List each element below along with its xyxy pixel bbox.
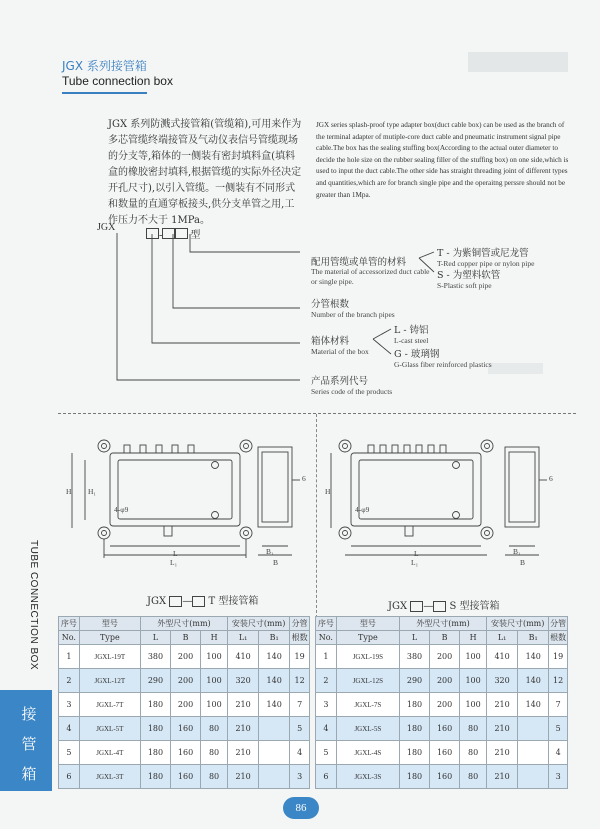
cell-l1: 320 xyxy=(487,669,518,693)
cell-n: 5 xyxy=(290,717,310,741)
cell-n: 19 xyxy=(290,645,310,669)
dim-label-b: B xyxy=(273,558,279,567)
th-b1: B₁ xyxy=(518,631,549,645)
cell-b: 200 xyxy=(430,693,460,717)
table-s-body xyxy=(316,645,568,789)
cell-l: 180 xyxy=(399,741,429,765)
caption-box xyxy=(410,601,423,612)
dim-label-l-s: L xyxy=(414,549,419,558)
cell-no: 4 xyxy=(316,717,337,741)
th-type: 型号 xyxy=(336,617,399,631)
cell-b1 xyxy=(259,741,290,765)
cell-b: 200 xyxy=(430,669,460,693)
cell-n: 12 xyxy=(290,669,310,693)
code-label-series-cn: 产品系列代号 xyxy=(311,376,369,387)
table-row xyxy=(59,693,310,717)
table-row xyxy=(59,645,310,669)
dim-label-b1-s: B₁ xyxy=(513,547,521,556)
cell-b1: 140 xyxy=(259,693,290,717)
sidebar-char: 管 xyxy=(21,735,37,753)
cell-b1: 140 xyxy=(259,669,290,693)
cell-h: 100 xyxy=(201,669,228,693)
th-b1: B₁ xyxy=(259,631,290,645)
dim-label-hole: 4-φ9 xyxy=(114,505,129,514)
cell-b1 xyxy=(518,741,549,765)
spec-table-s xyxy=(315,616,568,789)
th-l: L xyxy=(140,631,170,645)
cell-l: 180 xyxy=(399,765,429,789)
th-branch: 分管 xyxy=(290,617,310,631)
cell-type: JGXL-4S xyxy=(336,741,399,765)
cell-h: 100 xyxy=(460,645,487,669)
cell-h: 100 xyxy=(460,693,487,717)
cell-l: 180 xyxy=(140,741,170,765)
cell-b: 200 xyxy=(171,693,201,717)
sidebar-label-en: TUBE CONNECTION BOX xyxy=(28,540,39,671)
code-label-branch-count-en: Number of the branch pipes xyxy=(311,310,395,319)
cell-b: 200 xyxy=(430,645,460,669)
box-option-l-en: L-cast steel xyxy=(394,336,429,345)
caption-s-type: JGX — S 型接管箱 xyxy=(388,601,500,612)
cell-h: 80 xyxy=(460,741,487,765)
model-code-prefix: JGX xyxy=(97,222,116,233)
dim-label-h1: H₁ xyxy=(88,487,97,496)
pipe-option-s-en: S-Plastic soft pipe xyxy=(437,281,492,290)
table-row xyxy=(316,645,568,669)
cell-no: 6 xyxy=(316,765,337,789)
cell-type: JGXL-3T xyxy=(79,765,140,789)
cell-b: 200 xyxy=(171,645,201,669)
cell-l1: 410 xyxy=(228,645,259,669)
dim-label-6-s: 6 xyxy=(549,474,553,483)
cell-l: 180 xyxy=(399,717,429,741)
cell-type: JGXL-19S xyxy=(336,645,399,669)
box-option-g-en: G-Glass fiber reinforced plastics xyxy=(394,360,492,369)
cell-no: 6 xyxy=(59,765,80,789)
cell-type: JGXL-5S xyxy=(336,717,399,741)
cell-l1: 320 xyxy=(228,669,259,693)
intro-text-en: JGX series splash-proof type adapter box(duct cable box) can be used as the branch of the terminal adapter of mutiple-core duct cable and pneumatic instrument signal pipe cable.The box has the sealing stuffing box(According to the actual outer diameter to decide the hole size on the rubber sealing filler of the stuffing box) on one side,which is used to input the duct cable.The other side has straight threading joint of different types and quantities,which are for branch single pipe and the operaitng perssre should not be greater than 1Mpa. xyxy=(316,121,569,199)
dim-label-b-s: B xyxy=(520,558,526,567)
cell-n: 3 xyxy=(290,765,310,789)
cell-type: JGXL-12T xyxy=(79,669,140,693)
cell-h: 80 xyxy=(201,741,228,765)
cell-l: 290 xyxy=(140,669,170,693)
cell-l1: 210 xyxy=(487,717,518,741)
intro-text-cn: JGX 系列防溅式接管箱(管缆箱),可用来作为多芯管缆终端接管及气动仪表信号管缆现场的分支等,箱体的一侧装有密封填料盒(填料盒的橡胶密封填料,根据管缆的实际外径决定开孔尺寸),以引入管缆。一侧装有不同形式和数量的直通穿板接头,供分支单管之用,工作压力不大于 1MPa。 xyxy=(108,119,302,226)
page-title-cn: JGX 系列接管箱 xyxy=(62,59,147,73)
th-l1: L₁ xyxy=(228,631,259,645)
cell-b1: 140 xyxy=(518,669,549,693)
cell-no: 4 xyxy=(59,717,80,741)
box-option-g-cn: G - 玻璃钢 xyxy=(394,349,440,360)
pipe-option-t-en: T-Red copper pipe or nylon pipe xyxy=(437,259,535,268)
cell-l: 180 xyxy=(140,693,170,717)
th-no-en: No. xyxy=(316,631,337,645)
th-type-en: Type xyxy=(336,631,399,645)
table-row xyxy=(316,669,568,693)
cell-b1: 140 xyxy=(259,645,290,669)
cell-n: 5 xyxy=(549,717,568,741)
code-label-box-material-cn: 箱体材料 xyxy=(311,336,350,347)
page-title-en: Tube connection box xyxy=(62,74,173,88)
th-type-en: Type xyxy=(79,631,140,645)
table-row xyxy=(59,669,310,693)
code-separator: - xyxy=(159,230,163,241)
box-option-l-cn: L - 铸铝 xyxy=(394,325,429,336)
th-outer: 外型尺寸(mm) xyxy=(140,617,227,631)
spec-table-t xyxy=(58,616,310,789)
sidebar-label-cn xyxy=(14,703,44,785)
dim-label-l1: L₁ xyxy=(170,558,178,567)
dim-label-h: H xyxy=(66,487,72,496)
cell-b1 xyxy=(518,717,549,741)
cell-l: 180 xyxy=(140,717,170,741)
table-row xyxy=(316,741,568,765)
cell-b: 160 xyxy=(171,717,201,741)
cell-b1 xyxy=(259,717,290,741)
cell-no: 5 xyxy=(59,741,80,765)
cell-no: 5 xyxy=(316,741,337,765)
code-label-pipe-material-en: The material of accessorized duct cable or single pipe. xyxy=(311,267,430,286)
caption-t-type: JGX — T 型接管箱 xyxy=(147,596,259,607)
code-label-series-en: Series code of the products xyxy=(311,387,393,396)
th-h: H xyxy=(460,631,487,645)
th-l: L xyxy=(399,631,429,645)
cell-l1: 210 xyxy=(228,741,259,765)
cell-l: 180 xyxy=(399,693,429,717)
th-b: B xyxy=(171,631,201,645)
th-outer: 外型尺寸(mm) xyxy=(399,617,486,631)
cell-n: 7 xyxy=(549,693,568,717)
s-box-outline xyxy=(351,453,481,526)
cell-l1: 210 xyxy=(487,693,518,717)
cell-b: 160 xyxy=(430,741,460,765)
cell-h: 100 xyxy=(201,645,228,669)
dim-label-hole-s: 4-φ9 xyxy=(355,505,370,514)
code-suffix: 型 xyxy=(190,230,201,241)
code-label-box-material-en: Material of the box xyxy=(311,347,369,356)
th-l1: L₁ xyxy=(487,631,518,645)
th-branch-2: 根数 xyxy=(549,631,568,645)
dim-label-6: 6 xyxy=(302,474,306,483)
pipe-option-s-cn: S - 为塑料软管 xyxy=(437,270,501,281)
cell-type: JGXL-3S xyxy=(336,765,399,789)
cell-no: 3 xyxy=(316,693,337,717)
cell-no: 2 xyxy=(59,669,80,693)
cell-l: 380 xyxy=(140,645,170,669)
cell-l: 290 xyxy=(399,669,429,693)
th-branch: 分管 xyxy=(549,617,568,631)
cell-l1: 210 xyxy=(487,765,518,789)
sidebar-char: 接 xyxy=(21,705,37,723)
cell-l1: 410 xyxy=(487,645,518,669)
cell-l1: 210 xyxy=(487,741,518,765)
cell-type: JGXL-5T xyxy=(79,717,140,741)
caption-box xyxy=(433,601,446,612)
th-install: 安装尺寸(mm) xyxy=(487,617,549,631)
cell-h: 80 xyxy=(201,717,228,741)
cell-h: 80 xyxy=(460,717,487,741)
th-h: H xyxy=(201,631,228,645)
cell-l: 380 xyxy=(399,645,429,669)
cell-b: 200 xyxy=(171,669,201,693)
code-label-pipe-material-cn: 配用管缆或单管的材料 xyxy=(311,257,407,268)
sidebar-char: 箱 xyxy=(21,765,37,783)
cell-n: 4 xyxy=(290,741,310,765)
th-no: 序号 xyxy=(316,617,337,631)
table-row xyxy=(316,717,568,741)
cell-b1: 140 xyxy=(518,645,549,669)
table-row xyxy=(316,765,568,789)
s-side-view xyxy=(505,447,539,527)
pipe-option-t-cn: T - 为紫铜管或尼龙管 xyxy=(437,248,529,259)
cell-b: 160 xyxy=(171,741,201,765)
cell-no: 1 xyxy=(59,645,80,669)
dim-label-h-s: H xyxy=(325,487,331,496)
caption-box xyxy=(169,596,182,607)
th-b: B xyxy=(430,631,460,645)
cell-b1: 140 xyxy=(518,693,549,717)
cell-n: 19 xyxy=(549,645,568,669)
cell-type: JGXL-7S xyxy=(336,693,399,717)
caption-box xyxy=(192,596,205,607)
table-row xyxy=(59,765,310,789)
cell-n: 7 xyxy=(290,693,310,717)
cell-type: JGXL-7T xyxy=(79,693,140,717)
cell-b: 160 xyxy=(171,765,201,789)
page-number: 86 xyxy=(283,797,319,819)
code-label-branch-count-cn: 分管根数 xyxy=(311,299,350,310)
cell-b1 xyxy=(518,765,549,789)
cell-h: 100 xyxy=(460,669,487,693)
dim-label-b1: B₁ xyxy=(266,547,274,556)
cell-l1: 210 xyxy=(228,693,259,717)
t-side-view xyxy=(258,447,292,527)
cell-n: 3 xyxy=(549,765,568,789)
cell-no: 1 xyxy=(316,645,337,669)
cell-n: 12 xyxy=(549,669,568,693)
cell-type: JGXL-12S xyxy=(336,669,399,693)
cell-h: 80 xyxy=(201,765,228,789)
dim-label-l: L xyxy=(173,549,178,558)
cell-no: 2 xyxy=(316,669,337,693)
cell-h: 80 xyxy=(460,765,487,789)
th-install: 安装尺寸(mm) xyxy=(228,617,290,631)
table-row xyxy=(59,741,310,765)
table-row xyxy=(59,717,310,741)
table-row xyxy=(316,693,568,717)
th-type: 型号 xyxy=(79,617,140,631)
cell-no: 3 xyxy=(59,693,80,717)
table-t-body xyxy=(59,645,310,789)
t-box-outline xyxy=(110,453,240,526)
cell-l: 180 xyxy=(140,765,170,789)
cell-h: 100 xyxy=(201,693,228,717)
cell-type: JGXL-4T xyxy=(79,741,140,765)
cell-n: 4 xyxy=(549,741,568,765)
cell-l1: 210 xyxy=(228,717,259,741)
cell-b: 160 xyxy=(430,765,460,789)
cell-type: JGXL-19T xyxy=(79,645,140,669)
cell-b: 160 xyxy=(430,717,460,741)
th-no: 序号 xyxy=(59,617,80,631)
th-branch-2: 根数 xyxy=(290,631,310,645)
dim-label-l1-s: L₁ xyxy=(411,558,419,567)
cell-l1: 210 xyxy=(228,765,259,789)
cell-b1 xyxy=(259,765,290,789)
th-no-en: No. xyxy=(59,631,80,645)
